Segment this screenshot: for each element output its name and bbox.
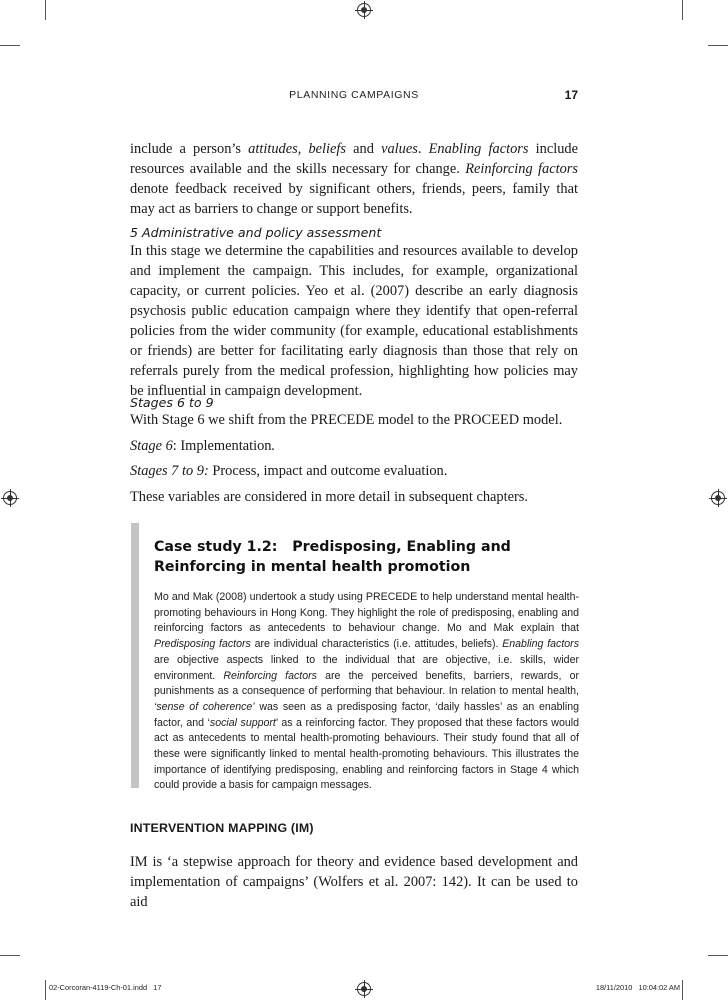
text-span: denote feedback received by significant others, friends, peers, family that may act as barriers to change or support benefits. xyxy=(130,181,578,217)
registration-mark-icon xyxy=(711,491,725,505)
text-span: include resources available and the skills necessary for change. xyxy=(130,141,578,177)
text-span: : Implementation xyxy=(172,438,272,454)
stages7-9-line xyxy=(130,461,578,481)
case-study-title xyxy=(154,537,574,577)
paragraph-text: IM is ‘a stepwise approach for theory and evidence based development and implementation of campaigns’ (Wolfers et al. 2007: 142). It can be used to aid xyxy=(130,854,578,910)
case-study-title-line: Reinforcing in mental health promotion xyxy=(154,559,471,575)
text-span: Mo and Mak (2008) undertook a study using PRECEDE to help understand mental health-promoting behaviours in Hong Kong. They highlight the role of predisposing, enabling and reinforcing factors as antecedents to behaviour change. Mo and Mak explain that xyxy=(154,591,579,635)
italic-term: Predisposing factors xyxy=(154,638,251,651)
italic-term: values xyxy=(381,141,418,157)
italic-term: Stage 6 xyxy=(130,438,173,454)
case-study-title-line: Case study 1.2: Predisposing, Enabling and xyxy=(154,539,511,555)
italic-term: ‘sense of coherence’ xyxy=(154,700,255,713)
text-span: ’ as a reinforcing factor. They proposed that these factors would act as antecedents to mental health-promoting behaviours. Their study found that all of these were significantly linked to mental health-promoting behaviours. This illustrates the importance of identifying predisposing, enabling and reinforcing factors in Stage 4 which could provide a basis for campaign messages. xyxy=(154,716,579,792)
page-number: 17 xyxy=(564,88,578,102)
text-span: Process, impact and outcome evaluation. xyxy=(208,463,448,479)
running-head-title: PLANNING CAMPAIGNS xyxy=(289,89,419,101)
paragraph-variables xyxy=(130,487,578,507)
italic-term: Reinforcing factors xyxy=(465,161,579,177)
case-study-box xyxy=(131,523,586,792)
registration-mark-icon xyxy=(357,982,371,996)
italic-term: social support xyxy=(209,716,276,729)
paragraph-intervention-mapping xyxy=(130,852,578,912)
registration-mark-icon xyxy=(3,491,17,505)
paragraph-text: With Stage 6 we shift from the PRECEDE model to the PROCEED model. xyxy=(130,412,563,428)
italic-term: Enabling factors xyxy=(502,638,580,651)
subheading-administrative: 5 Administrative and policy assessment xyxy=(130,225,382,240)
case-study-body xyxy=(154,590,579,794)
text-span: are the perceived benefits, barriers, rewards, or punishments as a consequence of performing that behaviour. In relation to mental health, xyxy=(154,669,579,698)
text-span: was seen as a predisposing factor, ‘daily hassles’ as an enabling factor, and ‘ xyxy=(154,700,580,729)
text-span: are objective aspects linked to the individual that are objective, i.e. skills, wider environment. xyxy=(154,653,579,682)
italic-term: Enabling factors xyxy=(428,141,529,157)
running-head xyxy=(130,89,578,105)
text-span: and xyxy=(346,141,382,157)
crop-mark xyxy=(0,45,20,46)
crop-mark xyxy=(45,980,46,1000)
text-span: . xyxy=(417,141,429,157)
crop-mark xyxy=(708,955,728,956)
italic-term: Reinforcing factors xyxy=(223,669,317,682)
text-span: , xyxy=(297,141,309,157)
crop-mark xyxy=(708,45,728,46)
paragraph-administrative xyxy=(130,241,578,401)
paragraph-text: These variables are considered in more detail in subsequent chapters. xyxy=(130,489,528,505)
registration-mark-icon xyxy=(357,3,371,17)
paragraph-factors xyxy=(130,139,578,219)
italic-term: Stages 7 to 9: xyxy=(130,463,209,479)
paragraph-stage6-shift xyxy=(130,410,578,430)
text-span: include a person’s xyxy=(130,141,249,157)
subheading-stages: Stages 6 to 9 xyxy=(130,395,214,410)
stage6-line xyxy=(130,436,578,456)
paragraph-text: In this stage we determine the capabilities and resources available to develop and implement the campaign. This includes, for example, organizational capacity, or current policies. Yeo et al. (2007) describe an early diagnosis psychosis public education campaign where they identify that open-referral policies from the wider community (for example, educational establishments or friends) are better for facilitating early diagnosis than those that rely on referrals purely from the medical profession, highlighting how policies may be influential in campaign development. xyxy=(130,243,578,399)
crop-mark xyxy=(45,0,46,20)
italic-term: attitudes xyxy=(248,141,298,157)
footer-datetime: 18/11/2010 10:04:02 AM xyxy=(595,983,680,992)
text-span: are individual characteristics (i.e. attitudes, beliefs). xyxy=(250,638,503,651)
crop-mark xyxy=(682,0,683,20)
text-span: . xyxy=(271,438,276,454)
section-heading: INTERVENTION MAPPING (IM) xyxy=(130,821,314,835)
crop-mark xyxy=(682,980,683,1000)
crop-mark xyxy=(0,955,20,956)
italic-term: beliefs xyxy=(308,141,347,157)
footer-filename: 02-Corcoran-4119-Ch-01.indd 17 xyxy=(49,983,162,992)
